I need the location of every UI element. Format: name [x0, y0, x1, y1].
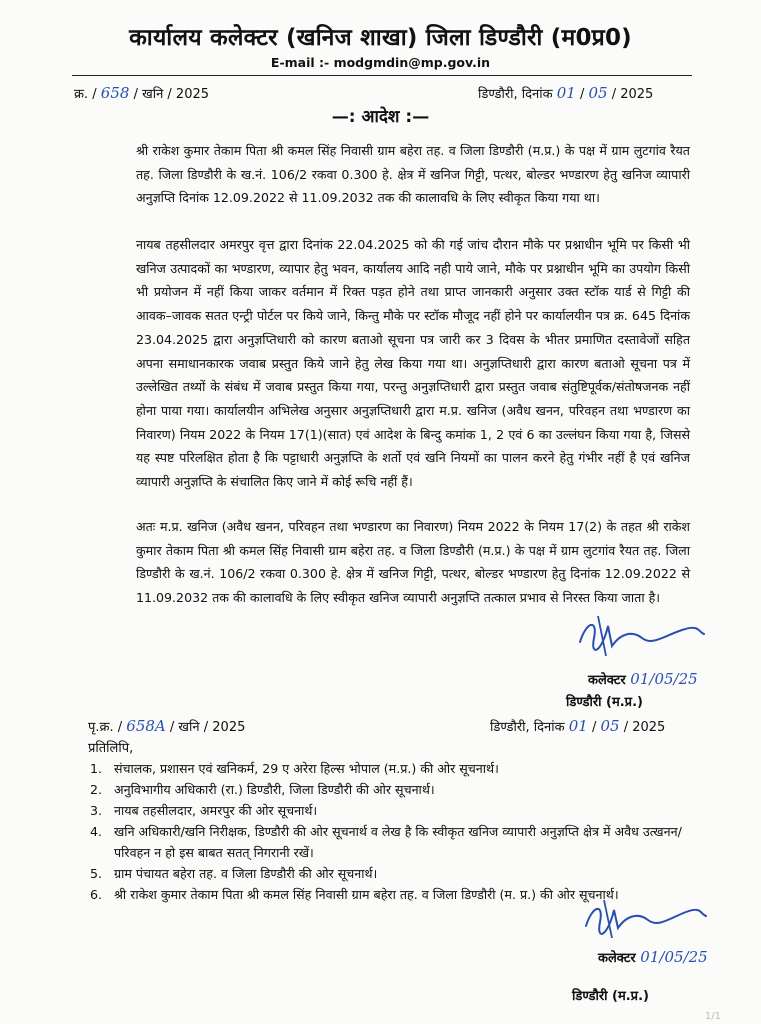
header-divider [72, 75, 692, 76]
copy-heading: प्रतिलिपि, [88, 741, 134, 756]
ref2-day-handwritten: 01 [568, 717, 588, 735]
signature-1-designation-line [588, 670, 698, 688]
ref2-number-handwritten: 658A [126, 717, 166, 735]
paragraph-2: नायब तहसीलदार अमरपुर वृत्त द्वारा दिनांक 22.04.2025 को की गई जांच दौरान मौके पर प्रश्नाधीन भूमि पर किसी भी खनिज उत्पादकों का भण्डारण, व्यापार हेतु भवन, कार्यालय आदि नही पाये जाने, मौके पर प्रश्नाधीन भूमि का उपयोग किसी भी प्रयोजन में नहीं किया जाकर वर्तमान में रिक्त पड़त होने तथा प्राप्त जानकारी अनुसार उक्त स्टॉक यार्ड से गिट्टी की आवक–जावक सतत एन्ट्री पोर्टल पर किये जाने, किन्तु मौके पर स्टॉक मौजूद नहीं होने पर कार्यालयीन पत्र क्र. 645 दिनांक 23.04.2025 द्वारा अनुज्ञप्तिधारी को कारण बताओ सूचना पत्र जारी कर 3 दिवस के भीतर प्रमाणित दस्तावेजों सहित अपना समाधानकारक जवाब प्रस्तुत किये जाने हेतु लेख किया गया था। अनुज्ञप्तिधारी द्वारा कारण बताओ सूचना पत्र में उल्लेखित तथ्यों के संबंध में जवाब प्रस्तुत किया गया, परन्तु अनुज्ञप्तिधारी द्वारा प्रस्तुत जवाब संतुष्टिपूर्वक/संतोषजनक नहीं होना पाया गया। कार्यालयीन अभिलेख अनुसार अनुज्ञप्तिधारी द्वारा म.प्र. खनिज (अवैध खनन, परिवहन तथा भण्डारण का निवारण) नियम 2022 के नियम 17(1)(सात) एवं आदेश के बिन्दु कमांक 1, 2 एवं 6 का उल्लंघन किया गया है, जिससे यह स्पष्ट परिलक्षित होता है कि पट्टाधारी अनुज्ञप्ति के शर्तो एवं खनि नियमों का पालन करने हेतु गंभीर नहीं है एवं खनिज व्यापारी अनुज्ञप्ति के संचालित किए जाने में कोई रूचि नहीं हैं। [136, 237, 690, 490]
collector-signature-2 [580, 896, 710, 942]
list-item: 2. अनुविभागीय अधिकारी (रा.) डिण्डौरी, जिला डिण्डौरी की ओर सूचनार्थ। [106, 779, 706, 800]
list-item: 5. ग्राम पंचायत बहेरा तह. व जिला डिण्डौरी की ओर सूचनार्थ। [106, 863, 706, 884]
copy-reference [88, 717, 245, 735]
signature-2-date-handwritten: 01/05/25 [640, 948, 708, 966]
office-title: कार्यालय कलेक्टर (खनिज शाखा) जिला डिण्डौरी (म0प्र0) [129, 25, 632, 51]
ref2-month-handwritten: 05 [600, 717, 620, 735]
date-month-handwritten: 05 [588, 84, 608, 102]
list-item: 6. श्री राकेश कुमार तेकाम पिता श्री कमल सिंह निवासी ग्राम बहेरा तह. व जिला डिण्डौरी (म. प्र.) की ओर सूचनार्थ। [106, 884, 706, 905]
order-date: डिण्डौरी, दिनांक 01 / 05 / 2025 [478, 84, 654, 102]
signature-2-designation-line [598, 948, 708, 966]
copy-recipient-list [88, 758, 706, 905]
ref-suffix: / खनि / 2025 [133, 87, 210, 102]
ref2-suffix: / खनि / 2025 [169, 720, 246, 735]
place-date-prefix: डिण्डौरी, दिनांक [478, 87, 553, 102]
collector-signature-1 [572, 612, 712, 662]
signature-1-office: डिण्डौरी (म.प्र.) [566, 695, 643, 710]
list-item: 1. संचालक, प्रशासन एवं खनिकर्म, 29 ए अरेरा हिल्स भोपाल (म.प्र.) की ओर सूचनार्थ। [106, 758, 706, 779]
list-item: 3. नायब तहसीलदार, अमरपुर की ओर सूचनार्थ। [106, 800, 706, 821]
signature-2-office: डिण्डौरी (म.प्र.) [572, 989, 649, 1004]
paragraph-1: श्री राकेश कुमार तेकाम पिता श्री कमल सिंह निवासी ग्राम बहेरा तह. व जिला डिण्डौरी (म.प्र.) के पक्ष में ग्राम लुटगांव रैयत तह. जिला डिण्डौरी के ख.नं. 106/2 रकवा 0.300 हे. क्षेत्र में खनिज गिट्टी, पत्थर, बोल्डर भण्डारण हेतु खनिज व्यापारी अनुज्ञप्ति दिनांक 12.09.2022 से 11.09.2032 तक की कालावधि के लिए स्वीकृत किया गया था। [136, 143, 690, 206]
ref2-prefix: पृ.क्र. / [88, 720, 123, 735]
signature-1-designation: कलेक्टर [588, 673, 626, 688]
signature-2-designation: कलेक्टर [598, 951, 636, 966]
list-item: 4. खनि अधिकारी/खनि निरीक्षक, डिण्डौरी की ओर सूचनार्थ व लेख है कि स्वीकृत खनिज व्यापारी अनुज्ञप्ति क्षेत्र में अवैध उत्खनन/परिवहन न हो इस बाबत सतत् निगरानी रखें। [106, 821, 706, 863]
ref2-year: / 2025 [623, 720, 666, 735]
signature-1-date-handwritten: 01/05/25 [630, 670, 698, 688]
office-email: E-mail :- modgmdin@mp.gov.in [270, 55, 491, 70]
date-year: / 2025 [611, 87, 654, 102]
order-heading: —: आदेश :— [331, 107, 430, 127]
page-number: 1/1 [704, 1011, 721, 1022]
ref-number-handwritten: 658 [100, 84, 130, 102]
ref-prefix: क्र. / [74, 87, 97, 102]
ref2-place-date-prefix: डिण्डौरी, दिनांक [490, 720, 565, 735]
copy-date: डिण्डौरी, दिनांक 01 / 05 / 2025 [490, 717, 666, 735]
order-reference [74, 84, 209, 102]
paragraph-3: अतः म.प्र. खनिज (अवैध खनन, परिवहन तथा भण्डारण का निवारण) नियम 2022 के नियम 17(2) के तहत श्री राकेश कुमार तेकाम पिता श्री कमल सिंह निवासी ग्राम बहेरा तह. व जिला डिण्डौरी (म.प्र.) के पक्ष में ग्राम लुटगांव रैयत तह. जिला डिण्डौरी के ख.नं. 106/2 रकवा 0.300 हे. क्षेत्र में खनिज गिट्टी, पत्थर, बोल्डर भण्डारण हेतु दिनांक 12.09.2022 से 11.09.2032 तक की कालावधि के लिए स्वीकृत खनिज व्यापारी अनुज्ञप्ति तत्काल प्रभाव से निरस्त किया जाता है। [136, 519, 690, 606]
date-day-handwritten: 01 [556, 84, 576, 102]
